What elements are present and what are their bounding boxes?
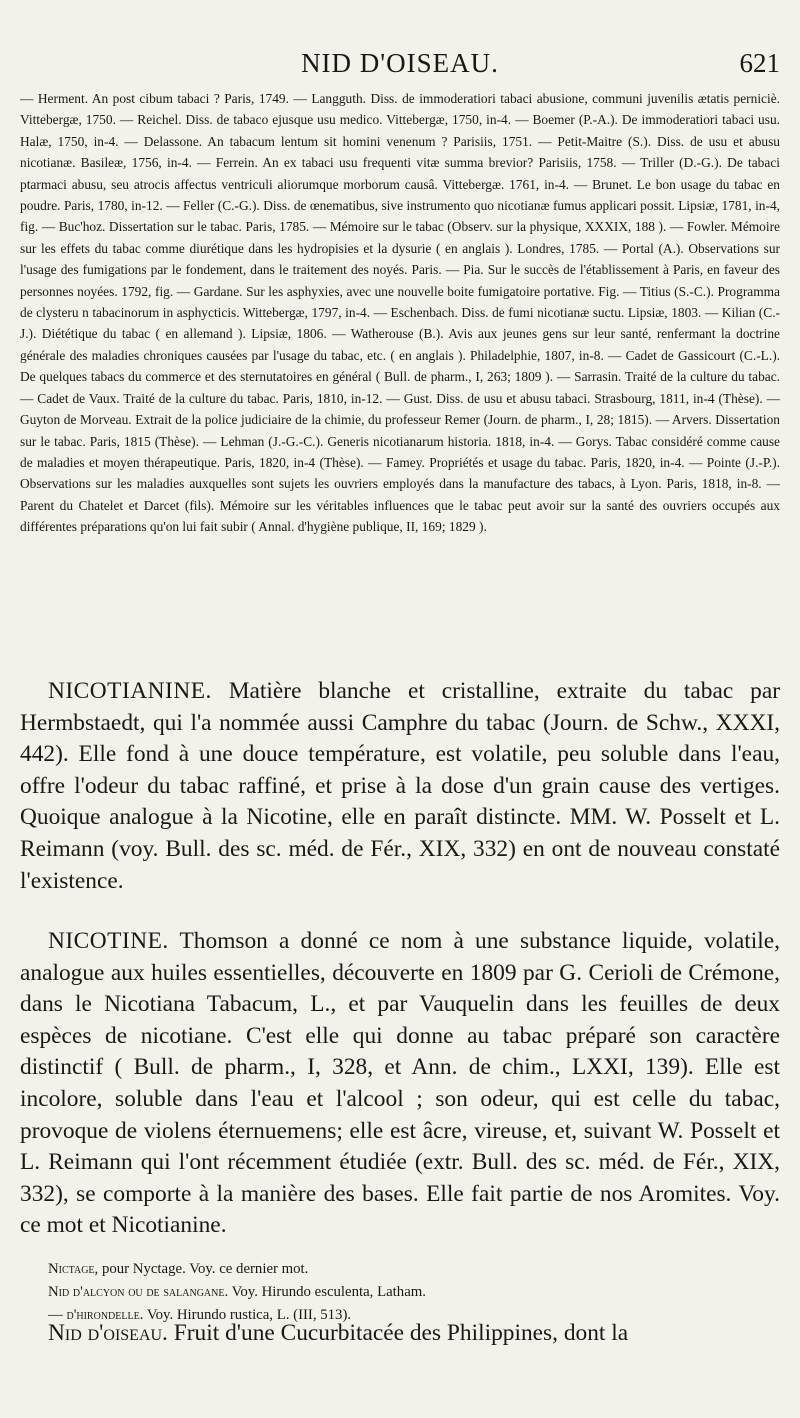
crossref-line [20, 1281, 780, 1304]
crossref-text: , pour Nyctage. Voy. ce dernier mot. [94, 1261, 309, 1277]
entry-nicotianine [20, 676, 780, 897]
cross-references [20, 1258, 780, 1327]
crossref-headword: — d'hirondelle. [48, 1307, 144, 1323]
entry-nid-doiseau [20, 1318, 780, 1350]
entry-paragraph [20, 676, 780, 897]
entry-text: Thomson a donné ce nom à une substance liquide, volatile, analogue aux huiles essentielles, découverte en 1809 par G. Cerioli de Crémone, dans le Nicotiana Tabacum, L., et par Vauquelin dans les feuilles de deux espèces de nicotiane. C'est elle qui donne au tabac préparé son caractère distinctif ( Bull. de pharm., I, 328, et Ann. de chim., LXXI, 139). Elle est incolore, soluble dans l'eau et l'alcool ; son odeur, qui est celle du tabac, provoque de violens éternuemens; elle est âcre, vireuse, et, suivant W. Posselt et L. Reimann qui l'ont récemment étudiée (extr. Bull. des sc. méd. de Fér., XIX, 332), se comporte à la manière des bases. Elle fait partie de nos Aromites. Voy. ce mot et Nicotianine. [20, 928, 780, 1239]
bibliography-block [20, 88, 780, 538]
entry-headword: Nid d'oiseau. [48, 1320, 168, 1346]
entry-headword: NICOTINE. [48, 928, 169, 954]
crossref-line [20, 1258, 780, 1281]
crossref-text: Voy. Hirundo rustica, L. (III, 513). [143, 1307, 352, 1323]
entry-text: Matière blanche et cristalline, extraite du tabac par Hermbstaedt, qui l'a nommée aussi Camphre du tabac (Journ. de Schw., XXXI, 442). Elle fond à une douce température, est volatile, peu soluble dans l'eau, offre l'odeur du tabac raffiné, et prise à la dose d'un grain cause des vertiges. Quoique analogue à la Nicotine, elle en paraît distincte. MM. W. Posselt et L. Reimann (voy. Bull. des sc. méd. de Fér., XIX, 332) en ont de nouveau constaté l'existence. [20, 678, 780, 894]
crossref-headword: Nictage [48, 1261, 95, 1277]
entry-headword: NICOTIANINE. [48, 678, 212, 704]
crossref-headword: Nid d'alcyon ou de salangane. [48, 1284, 229, 1300]
crossref-text: Voy. Hirundo esculenta, Latham. [228, 1284, 426, 1300]
page-number: 621 [739, 48, 780, 78]
entry-nicotine [20, 926, 780, 1242]
page-header [0, 44, 800, 84]
entry-paragraph [20, 1318, 780, 1350]
bibliography-text: — Herment. An post cibum tabaci ? Paris, 1749. — Langguth. Diss. de immoderatiori tabaci abusione, communi juvenilis ætatis perniciè. Vittebergæ, 1750. — Reichel. Diss. de tabaco ejusque usu medico. Vittebergæ, 1750, in-4. — Boemer (P.-A.). De immoderatiori tabaci usu. Halæ, 1750, in-4. — Delassone. An tabacum lentum sit homini venenum ? Parisiis, 1751. — Petit-Maitre (S.). Diss. de usu et abusu nicotianæ. Basileæ, 1756, in-4. — Ferrein. An ex tabaci usu frequenti vitæ summa brevior? Parisiis, 1758. — Triller (D.-G.). De tabaci ptarmaci abusu, seu atrocis affectus ventriculi aliorumque morborum causâ. Vittebergæ. 1761, in-4. — Brunet. Le bon usage du tabac en poudre. Paris, 1780, in-12. — Feller (C.-G.). Diss. de œnematibus, sive instrumento quo nicotianæ fumus applicari possit. Lipsiæ, 1781, in-4, fig. — Buc'hoz. Dissertation sur le tabac. Paris, 1785. — Mémoire sur le tabac (Observ. sur la physique, XXXIX, 188 ). — Fowler. Mémoire sur les effets du tabac comme diurétique dans les hydropisies et la dysurie ( en anglais ). Londres, 1785. — Portal (A.). Observations sur l'usage des fumigations par le fondement, dans le traitement des noyés. Paris. — Pia. Sur le succès de l'établissement à Paris, en faveur des personnes noyées. 1792, fig. — Gardane. Sur les asphyxies, avec une nouvelle boite fumigatoire portative. Fig. — Titius (S.-C.). Programma de clysteru n tabacinorum in asphycticis. Wittebergæ, 1797, in-4. — Eschenbach. Diss. de fumi nicotianæ suctu. Lipsiæ, 1803. — Kilian (C.-J.). Diététique du tabac ( en allemand ). Lipsiæ, 1806. — Watherouse (B.). Avis aux jeunes gens sur leur santé, renfermant la doctrine générale des maladies chroniques causées par l'usage du tabac, etc. ( en anglais ). Philadelphie, 1807, in-8. — Cadet de Gassicourt (C.-L.). De quelques tabacs du commerce et des sternutatoires en général ( Bull. de pharm., I, 263; 1809 ). — Sarrasin. Traité de la culture du tabac. — Cadet de Vaux. Traité de la culture du tabac. Paris, 1810, in-12. — Gust. Diss. de usu et abusu tabaci. Strasbourg, 1811, in-4 (Thèse). — Guyton de Morveau. Extrait de la police judiciaire de la chimie, du professeur Remer (Journ. de pharm., I, 28; 1815). — Arvers. Dissertation sur le tabac. Paris, 1815 (Thèse). — Lehman (J.-G.-C.). Generis nicotianarum historia. 1818, in-4. — Gorys. Tabac considéré comme cause de maladies et moyen thérapeutique. Paris, 1820, in-4 (Thèse). — Famey. Propriétés et usage du tabac. Paris, 1820, in-4. — Pointe (J.-P.). Observations sur les maladies auxquelles sont sujets les ouvriers employés dans la manufacture des tabacs, à Lyon. Paris, 1818, in-8. — Parent du Chatelet et Darcet (fils). Mémoire sur les véritables influences que le tabac peut avoir sur la santé des ouvriers occupés aux différentes préparations qu'on lui fait subir ( Annal. d'hygiène publique, II, 169; 1829 ). [20, 91, 780, 535]
entry-paragraph [20, 926, 780, 1242]
entry-text: Fruit d'une Cucurbitacée des Philippines, dont la [167, 1320, 629, 1346]
running-head: NID D'OISEAU. [301, 48, 499, 78]
